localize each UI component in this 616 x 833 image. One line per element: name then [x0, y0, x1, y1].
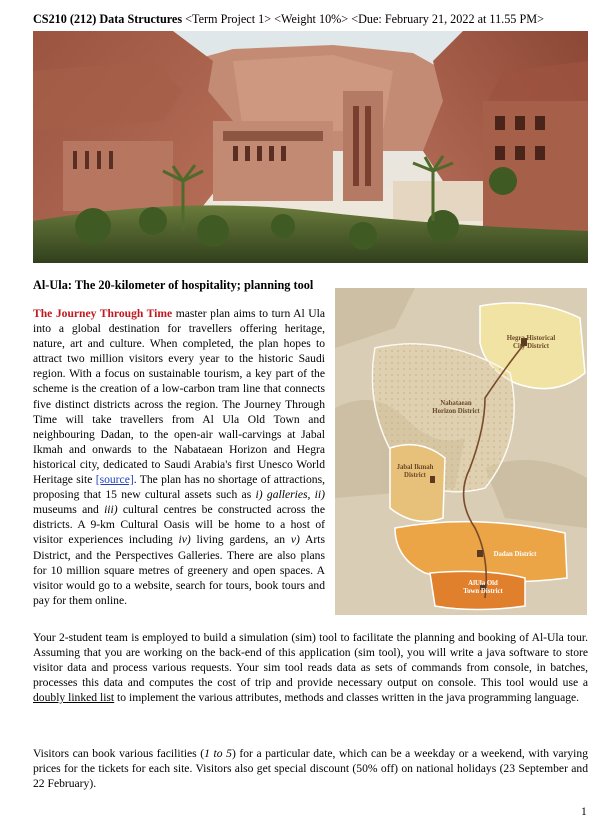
map-label-dadan: Dadan District: [493, 551, 537, 558]
map-label-jabal: Jabal Ikmah: [396, 464, 434, 471]
term-label: <Term Project 1>: [185, 12, 272, 26]
project-description-paragraph: [33, 630, 588, 705]
para-italic: 1 to 5: [204, 747, 232, 760]
intro-text: . The plan has no shortage of attractions, proposing that 15 new cultural assets such as: [33, 473, 325, 502]
intro-text: living gardens, an: [190, 533, 291, 547]
intro-paragraph: [33, 306, 325, 608]
intro-italic: i) galleries, ii): [255, 488, 325, 502]
intro-text: master plan aims to turn Al Ula into a global destination for travellers offering heritage, nature, art and culture. When completed, the plan hopes to attract two million visitors every year to the historic Saudi region. With a focus on sustainable tourism, a key part of the scheme is the creation of a low-carbon tram line that connects five distinct districts across the region. The Journey Through Time will take travellers from Al Ula Old Town and neighbouring Dadan, to the open-air wall-carvings at Jabal Ikmah and onwards to the Nabataean Horizon and Hegra historical city, dedicated to Saudi Arabia's first Unesco World Heritage site: [33, 307, 325, 487]
map-label-nabataean: Nabataean: [440, 400, 472, 407]
para-text: Visitors can book various facilities (: [33, 747, 205, 760]
due-label: <Due: February 21, 2022 at 11.55 PM>: [351, 12, 544, 26]
page-number: 1: [581, 806, 587, 818]
intro-italic: iv): [178, 533, 191, 547]
alula-canyon-resort-image: [33, 31, 588, 263]
map-label-jabal-2: District: [404, 472, 426, 479]
alula-districts-map: [335, 288, 587, 615]
para-text: ) for a particular date, which can be a weekday or a weekend, with varying prices for the tickets for each site. Visitors also get special discount (50% off) on national holidays (23 September and 22 February).: [33, 747, 588, 791]
map-label-hegra-2: City District: [512, 343, 550, 350]
map-label-nabataean-2: Horizon District: [432, 408, 480, 415]
course-title: CS210 (212) Data Structures: [33, 12, 183, 26]
intro-italic: v): [290, 533, 300, 547]
intro-italic: iii): [104, 503, 118, 517]
intro-text: museums and: [33, 503, 105, 517]
source-link[interactable]: [source]: [95, 473, 134, 487]
booking-paragraph: [33, 746, 588, 791]
map-label-oldtown: AlUla Old: [468, 580, 498, 587]
para-text: to implement the various attributes, methods and classes written in the java programming language.: [114, 691, 580, 705]
doubly-linked-list-term: doubly linked list: [33, 691, 115, 705]
weight-label: <Weight 10%>: [274, 12, 349, 26]
journey-highlight: The Journey Through Time: [33, 307, 173, 320]
intro-text: cultural centres be constructed across the districts. A 9-km Cultural Oasis will be home to a host of visitor experiences including: [33, 503, 325, 547]
map-label-oldtown-2: Town District: [463, 588, 503, 595]
section-title: Al-Ula: The 20-kilometer of hospitality; planning tool: [33, 278, 314, 292]
para-text: Your 2-student team is employed to build a simulation (sim) tool to facilitate the planning and booking of Al-Ula tour. Assuming that you are working on the back-end of this application (sim tool), you will write a java software to store visitor data and process various requests. Your sim tool reads data as sets of commands from console, in batches, processes this data and computes the cost of trip and provide necessary output on console. This tool would use a: [33, 631, 588, 690]
map-label-hegra: Hegra Historical: [506, 335, 556, 342]
intro-text: Arts District, and the Perspectives Galleries. There are also plans for 10 million square metres of greenery and open spaces. A visitor would go to a website, search for tours, book tours and pay for them online.: [33, 533, 325, 607]
page-header: [33, 12, 544, 27]
